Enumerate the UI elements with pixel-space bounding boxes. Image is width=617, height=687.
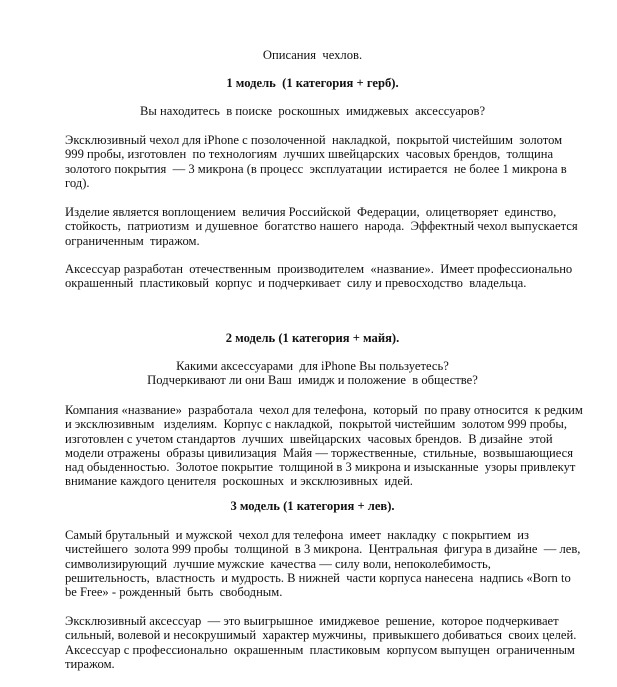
text-line: золотого покрытия — 3 микрона (в процесс эксплуатации истирается не более 1 микрона в — [65, 161, 567, 176]
text-line: Аксессуар с профессионально окрашенным пластиковым корпусом выпущен ограниченным — [65, 642, 575, 657]
text-line: сильный, волевой и несокрушимый характер мужчины, привыкшего добиваться своих целей. — [65, 628, 577, 643]
text-line: символизирующий лучшие мужские качества — силу воли, непоколебимость, — [65, 556, 491, 571]
text-line: решительность, властность и мудрость. В нижней части корпуса нанесена надпись «Born to — [65, 570, 571, 585]
model-2-question — [65, 359, 560, 388]
text-line: Аксессуар разработан отечественным производителем «название». Имеет профессионально — [65, 262, 573, 276]
text-line: стойкость, патриотизм и душевное богатство нашего народа. Эффектный чехол выпускается — [65, 219, 578, 234]
text-line: be Free» - рожденный быть свободным. — [65, 585, 283, 600]
text-line: Компания «название» разработала чехол для телефона, который по праву относится к редким — [65, 403, 583, 417]
text-line: ограниченным тиражом. — [65, 233, 200, 248]
model-1-question — [65, 104, 560, 118]
model-1-heading — [65, 76, 560, 90]
text-line: Подчеркивают ли они Ваш имидж и положение в обществе? — [147, 373, 478, 388]
model-2-heading — [65, 331, 560, 345]
text-line: 1 модель (1 категория + герб). — [226, 76, 399, 90]
text-line: над обыденностью. Золотое покрытие толщиной в 3 микрона и изысканные узоры привлекут — [65, 460, 576, 475]
text-line: 2 модель (1 категория + майя). — [225, 331, 400, 345]
text-line: чистейшего золота 999 пробы толщиной в 3 микрона. Центральная фигура в дизайне — лев, — [65, 542, 581, 557]
text-line: год). — [65, 175, 90, 190]
model-3-paragraph-1 — [65, 528, 581, 600]
text-line: изготовлен с учетом стандартов лучших швейцарских часовых брендов. В дизайне этой — [65, 431, 553, 446]
model-2-paragraph-1 — [65, 403, 583, 489]
model-1-paragraph-3 — [65, 262, 573, 291]
doc-title — [65, 48, 560, 62]
model-3-paragraph-2 — [65, 614, 577, 671]
model-1-paragraph-1 — [65, 133, 567, 190]
text-line: Описания чехлов. — [262, 48, 363, 62]
text-line: внимание каждого ценителя роскошных и эксклюзивных идей. — [65, 474, 413, 489]
text-line: и эксклюзивным изделиям. Корпус с накладкой, покрытой чистейшим золотом 999 пробы, — [65, 417, 568, 432]
text-line: Эксклюзивный аксессуар — это выигрышное имиджевое решение, которое подчеркивает — [65, 614, 559, 628]
text-line: окрашенный пластиковый корпус и подчеркивает силу и превосходство владельца. — [65, 276, 527, 291]
text-line: Какими аксессуарами для iPhone Вы пользуетесь? — [176, 359, 449, 373]
text-line: тиражом. — [65, 656, 115, 671]
model-1-paragraph-2 — [65, 205, 578, 248]
text-line: Изделие является воплощением величия Российской Федерации, олицетворяет единство, — [65, 205, 557, 219]
text-line: 999 пробы, изготовлен по технологиям лучших швейцарских часовых брендов, толщина — [65, 147, 554, 162]
model-3-heading — [65, 499, 560, 513]
text-line: 3 модель (1 категория + лев). — [230, 499, 395, 513]
text-line: Самый брутальный и мужской чехол для телефона имеет накладку с покрытием из — [65, 528, 530, 542]
text-line: модели отражены образы цивилизация Майя — торжественные, стильные, возвышающиеся — [65, 445, 574, 460]
text-line: Вы находитесь в поиске роскошных имиджевых аксессуаров? — [139, 104, 486, 118]
text-line: Эксклюзивный чехол для iPhone с позолоченной накладкой, покрытой чистейшим золотом — [65, 133, 563, 147]
